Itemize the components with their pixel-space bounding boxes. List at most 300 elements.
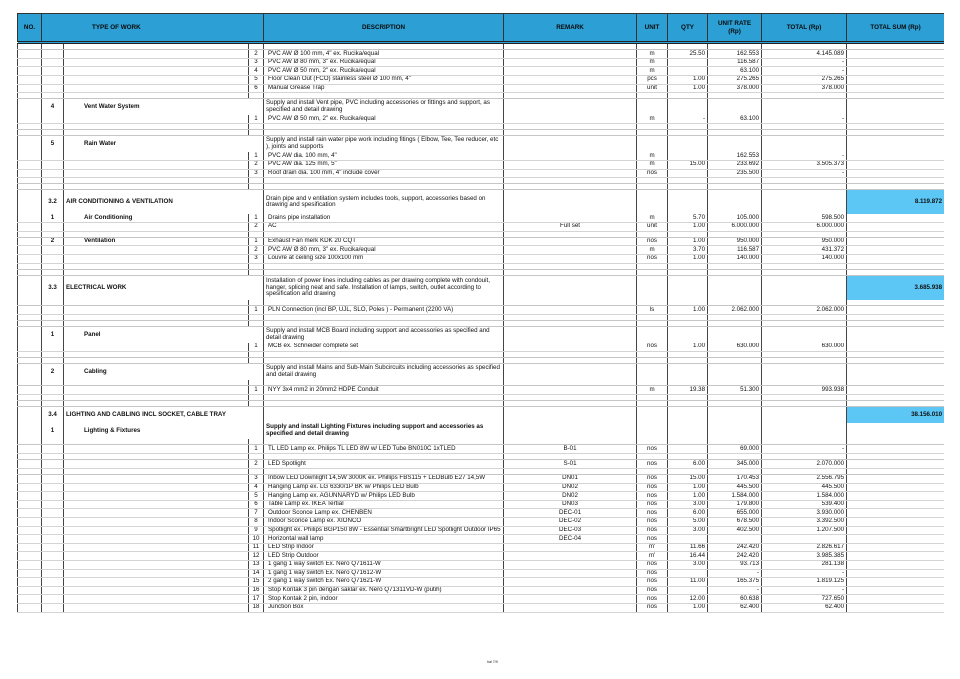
item-total: 1.819.125 bbox=[762, 578, 847, 587]
empty-cell bbox=[42, 223, 64, 232]
subsection-number: 4 bbox=[42, 99, 64, 116]
item-total: - bbox=[762, 67, 847, 76]
item-qty: 25.50 bbox=[668, 50, 708, 59]
item-number: 2 bbox=[249, 223, 264, 232]
empty-cell bbox=[18, 423, 42, 439]
item-unit-rate: 6.000.000 bbox=[708, 223, 762, 232]
subsection-number: 1 bbox=[42, 327, 64, 344]
item-number: 1 bbox=[249, 445, 264, 454]
item-remark bbox=[504, 255, 637, 264]
empty-cell bbox=[42, 445, 64, 454]
item-number: 16 bbox=[249, 586, 264, 595]
item-description: Drains pipe installation bbox=[264, 214, 504, 222]
empty-cell bbox=[64, 460, 249, 469]
item-unit: m bbox=[637, 50, 668, 59]
empty-cell bbox=[42, 246, 64, 255]
boq-table bbox=[17, 13, 944, 613]
item-qty: 15.00 bbox=[668, 475, 708, 484]
item-remark: B-01 bbox=[504, 445, 637, 454]
item-unit-rate: 179.800 bbox=[708, 500, 762, 509]
empty-cell bbox=[64, 343, 249, 351]
empty-cell bbox=[18, 543, 42, 552]
item-description: Spotlight ex. Philips BGP150 8W - Essential Smartbright LED Spotlight Outdoor IP65 bbox=[264, 526, 504, 535]
item-remark: DEC-01 bbox=[504, 509, 637, 518]
empty-cell bbox=[42, 603, 64, 612]
item-qty: 11.00 bbox=[668, 578, 708, 587]
item-unit: nos bbox=[637, 237, 668, 246]
item-remark: DN02 bbox=[504, 483, 637, 492]
item-total: 993.938 bbox=[762, 386, 847, 395]
item-qty: 11.66 bbox=[668, 543, 708, 552]
item-unit: unit bbox=[637, 84, 668, 93]
item-qty: 1.00 bbox=[668, 306, 708, 315]
item-unit: nos bbox=[637, 475, 668, 484]
item-description: Exhaust Fan merk KDK 20 CQT bbox=[264, 237, 504, 246]
empty-cell bbox=[18, 84, 42, 93]
empty-cell bbox=[42, 552, 64, 561]
item-qty bbox=[668, 445, 708, 454]
item-remark bbox=[504, 75, 637, 84]
item-remark bbox=[504, 67, 637, 76]
section-number: 3.4 bbox=[42, 407, 64, 424]
empty-cell bbox=[64, 306, 249, 315]
item-qty: - bbox=[668, 115, 708, 123]
empty-cell bbox=[847, 509, 944, 518]
item-row bbox=[18, 246, 945, 255]
subsection-number: 2 bbox=[42, 237, 64, 246]
item-remark: DN03 bbox=[504, 500, 637, 509]
empty-cell bbox=[762, 327, 847, 344]
empty-cell bbox=[637, 190, 668, 215]
empty-cell bbox=[847, 136, 944, 153]
empty-cell bbox=[64, 586, 249, 595]
item-description: LED Strip Outdoor bbox=[264, 552, 504, 561]
empty-cell bbox=[847, 578, 944, 587]
scope-description: Supply and install Lighting Fixtures including support and accessories as specified and detail drawing bbox=[264, 423, 504, 439]
empty-cell bbox=[42, 43, 64, 50]
item-total: 2.062.000 bbox=[762, 306, 847, 315]
empty-cell bbox=[18, 190, 42, 215]
item-remark bbox=[504, 552, 637, 561]
empty-cell bbox=[504, 327, 637, 344]
subsection-title: Cabling bbox=[64, 364, 264, 381]
empty-cell bbox=[847, 99, 944, 116]
empty-cell bbox=[64, 578, 249, 587]
empty-cell bbox=[64, 603, 249, 612]
item-number: 1 bbox=[249, 306, 264, 315]
item-unit-rate: 63.100 bbox=[708, 115, 762, 123]
empty-cell bbox=[762, 43, 847, 50]
empty-cell bbox=[708, 136, 762, 153]
empty-cell bbox=[64, 543, 249, 552]
empty-cell bbox=[637, 407, 668, 424]
empty-cell bbox=[18, 58, 42, 67]
item-unit: nos bbox=[637, 483, 668, 492]
item-row bbox=[18, 343, 945, 351]
item-row bbox=[18, 460, 945, 469]
item-description: Manual Grease Trap bbox=[264, 84, 504, 93]
subsection-row bbox=[18, 99, 945, 116]
empty-cell bbox=[18, 509, 42, 518]
item-row bbox=[18, 223, 945, 232]
empty-cell bbox=[42, 595, 64, 604]
item-total: 281.138 bbox=[762, 560, 847, 569]
empty-cell bbox=[18, 67, 42, 76]
col-type-of-work: TYPE OF WORK bbox=[42, 14, 264, 43]
item-qty: 3.70 bbox=[668, 246, 708, 255]
empty-cell bbox=[847, 214, 944, 222]
empty-cell bbox=[18, 306, 42, 315]
empty-cell bbox=[504, 276, 637, 301]
empty-cell bbox=[18, 475, 42, 484]
item-row bbox=[18, 500, 945, 509]
item-total: 6.000.000 bbox=[762, 223, 847, 232]
item-description: Junction Box bbox=[264, 603, 504, 612]
empty-cell bbox=[762, 136, 847, 153]
empty-cell bbox=[18, 276, 42, 301]
subsection-row bbox=[18, 423, 945, 439]
item-remark bbox=[504, 246, 637, 255]
item-number: 1 bbox=[249, 343, 264, 351]
item-unit-rate: - bbox=[708, 569, 762, 578]
section-title: LIGHTING AND CABLING INCL SOCKET, CABLE TRAY bbox=[64, 407, 264, 424]
empty-cell bbox=[504, 99, 637, 116]
item-unit: m bbox=[637, 214, 668, 222]
item-unit-rate: 378.000 bbox=[708, 84, 762, 93]
empty-cell bbox=[18, 136, 42, 153]
item-description: Hanging Lamp ex. LG 6330/1P BK w/ Philips LED Bulb bbox=[264, 483, 504, 492]
item-total: - bbox=[762, 115, 847, 123]
empty-cell bbox=[668, 423, 708, 439]
item-unit: m' bbox=[637, 552, 668, 561]
item-total: 140.000 bbox=[762, 255, 847, 264]
item-row bbox=[18, 67, 945, 76]
empty-cell bbox=[42, 483, 64, 492]
empty-cell bbox=[847, 50, 944, 59]
scope-description: Supply and install MCB Board including support and accessories as specified and detail drawing bbox=[264, 327, 504, 344]
item-row bbox=[18, 543, 945, 552]
item-total: 431.372 bbox=[762, 246, 847, 255]
item-row bbox=[18, 84, 945, 93]
item-qty: 5.70 bbox=[668, 214, 708, 222]
empty-cell bbox=[762, 99, 847, 116]
item-total: - bbox=[762, 152, 847, 160]
item-unit: m' bbox=[637, 543, 668, 552]
section-row bbox=[18, 276, 945, 301]
item-row bbox=[18, 483, 945, 492]
item-qty bbox=[668, 58, 708, 67]
empty-cell bbox=[18, 386, 42, 395]
item-remark: S-01 bbox=[504, 460, 637, 469]
empty-cell bbox=[18, 152, 42, 160]
item-qty: 1.00 bbox=[668, 343, 708, 351]
empty-cell bbox=[504, 407, 637, 424]
empty-cell bbox=[847, 306, 944, 315]
item-description: PVC AW Ø 80 mm, 3" ex. Rucika/equal bbox=[264, 58, 504, 67]
item-remark bbox=[504, 58, 637, 67]
item-description: PLN Connection (incl BP, UJL, SLO, Poles ) - Permanent (2200 VA) bbox=[264, 306, 504, 315]
item-number: 1 bbox=[249, 237, 264, 246]
empty-cell bbox=[847, 586, 944, 595]
empty-cell bbox=[64, 67, 249, 76]
empty-cell bbox=[847, 115, 944, 123]
empty-cell bbox=[847, 543, 944, 552]
empty-cell bbox=[708, 407, 762, 424]
section-total-sum: 38.156.010 bbox=[847, 407, 944, 424]
item-row bbox=[18, 386, 945, 395]
section-total-sum: 3.685.938 bbox=[847, 276, 944, 301]
scope-description: Supply and install rain water pipe work including fitings ( Elbow, Tee, Tee reducer, etc ), joints and supports bbox=[264, 136, 504, 153]
empty-cell bbox=[637, 364, 668, 381]
item-row bbox=[18, 569, 945, 578]
item-description: Inbow LED Downlight 14,5W 3000K ex. Phillips FBS115 + LEDBulb E27 14,5W bbox=[264, 475, 504, 484]
empty-cell bbox=[18, 483, 42, 492]
item-unit: m bbox=[637, 58, 668, 67]
empty-cell bbox=[847, 255, 944, 264]
empty-cell bbox=[504, 364, 637, 381]
item-unit: nos bbox=[637, 445, 668, 454]
section-row bbox=[18, 407, 945, 424]
subsection-number: 1 bbox=[42, 214, 64, 222]
empty-cell bbox=[847, 445, 944, 454]
empty-cell bbox=[847, 475, 944, 484]
item-unit: nos bbox=[637, 343, 668, 351]
item-qty: 1.00 bbox=[668, 483, 708, 492]
scope-description: Installation of power lines including cables as per drawing complete with condouit, hanger, splicing neat and safe. Installation of lamps, switch, outlet according to spesification and drawing bbox=[264, 276, 504, 301]
item-number: 1 bbox=[249, 214, 264, 222]
empty-cell bbox=[42, 460, 64, 469]
empty-cell bbox=[847, 569, 944, 578]
item-qty: 1.00 bbox=[668, 255, 708, 264]
item-remark bbox=[504, 160, 637, 169]
item-number: 1 bbox=[249, 152, 264, 160]
item-remark: Full set bbox=[504, 223, 637, 232]
empty-cell bbox=[847, 423, 944, 439]
item-unit-rate: 345.000 bbox=[708, 460, 762, 469]
boq-sheet bbox=[17, 13, 944, 665]
item-qty: 6.00 bbox=[668, 460, 708, 469]
item-unit-rate: 140.000 bbox=[708, 255, 762, 264]
empty-cell bbox=[847, 535, 944, 544]
empty-cell bbox=[637, 276, 668, 301]
empty-cell bbox=[504, 423, 637, 439]
item-number: 1 bbox=[249, 115, 264, 123]
item-row bbox=[18, 518, 945, 527]
item-description: Hanging Lamp ex. AGUNNARYD w/ Philips LED Bulb bbox=[264, 492, 504, 501]
item-description: NYY 3x4 mm2 in 20mm2 HDPE Conduit bbox=[264, 386, 504, 395]
subsection-title: Ventilation bbox=[64, 237, 249, 246]
empty-cell bbox=[64, 58, 249, 67]
empty-cell bbox=[708, 190, 762, 215]
empty-cell bbox=[847, 169, 944, 178]
item-row bbox=[18, 595, 945, 604]
empty-cell bbox=[42, 84, 64, 93]
empty-cell bbox=[18, 75, 42, 84]
item-unit-rate: 233.692 bbox=[708, 160, 762, 169]
item-unit-rate: 165.375 bbox=[708, 578, 762, 587]
item-remark bbox=[504, 115, 637, 123]
item-number: 10 bbox=[249, 535, 264, 544]
page-number: hal 7/9 bbox=[487, 660, 498, 664]
empty-cell bbox=[18, 343, 42, 351]
item-number: 5 bbox=[249, 75, 264, 84]
empty-cell bbox=[18, 364, 42, 381]
empty-cell bbox=[504, 43, 637, 50]
item-unit: nos bbox=[637, 518, 668, 527]
empty-cell bbox=[847, 223, 944, 232]
item-total: 3.930.000 bbox=[762, 509, 847, 518]
empty-cell bbox=[64, 483, 249, 492]
item-row bbox=[18, 115, 945, 123]
item-total: 275.265 bbox=[762, 75, 847, 84]
col-remark: REMARK bbox=[504, 14, 637, 43]
item-number: 2 bbox=[249, 160, 264, 169]
item-total: 1.584.000 bbox=[762, 492, 847, 501]
empty-cell bbox=[64, 509, 249, 518]
item-row bbox=[18, 255, 945, 264]
item-qty: 15.00 bbox=[668, 160, 708, 169]
empty-cell bbox=[42, 578, 64, 587]
subsection-row bbox=[18, 214, 945, 222]
item-number: 12 bbox=[249, 552, 264, 561]
item-unit: nos bbox=[637, 535, 668, 544]
item-unit-rate: 60.638 bbox=[708, 595, 762, 604]
item-qty: 3.00 bbox=[668, 560, 708, 569]
section-title: ELECTRICAL WORK bbox=[64, 276, 264, 301]
empty-cell bbox=[42, 75, 64, 84]
item-total: 539.400 bbox=[762, 500, 847, 509]
item-unit-rate: 445.500 bbox=[708, 483, 762, 492]
item-number: 2 bbox=[249, 246, 264, 255]
item-row bbox=[18, 160, 945, 169]
item-remark bbox=[504, 386, 637, 395]
item-description: Horizontal wall lamp bbox=[264, 535, 504, 544]
item-total: 727.650 bbox=[762, 595, 847, 604]
empty-cell bbox=[847, 343, 944, 351]
item-unit: unit bbox=[637, 223, 668, 232]
item-unit: m bbox=[637, 67, 668, 76]
empty-cell bbox=[64, 386, 249, 395]
empty-cell bbox=[64, 535, 249, 544]
item-unit: nos bbox=[637, 500, 668, 509]
item-total: 3.392.500 bbox=[762, 518, 847, 527]
item-unit-rate: 162.553 bbox=[708, 152, 762, 160]
empty-cell bbox=[64, 445, 249, 454]
item-unit-rate: 2.062.000 bbox=[708, 306, 762, 315]
item-number: 11 bbox=[249, 543, 264, 552]
empty-cell bbox=[42, 475, 64, 484]
section-number: 3.3 bbox=[42, 276, 64, 301]
empty-cell bbox=[708, 43, 762, 50]
empty-cell bbox=[64, 246, 249, 255]
empty-cell bbox=[42, 492, 64, 501]
item-qty: 1.00 bbox=[668, 75, 708, 84]
empty-cell bbox=[668, 99, 708, 116]
item-unit: m bbox=[637, 246, 668, 255]
item-qty: 1.00 bbox=[668, 237, 708, 246]
item-qty: 5.00 bbox=[668, 518, 708, 527]
item-description: PVC AW Ø 100 mm, 4" ex. Rucika/equal bbox=[264, 50, 504, 59]
item-remark: DEC-03 bbox=[504, 526, 637, 535]
empty-cell bbox=[18, 603, 42, 612]
item-unit: nos bbox=[637, 460, 668, 469]
empty-cell bbox=[18, 223, 42, 232]
empty-cell bbox=[42, 160, 64, 169]
item-unit-rate: 242.420 bbox=[708, 552, 762, 561]
item-description: 1 gang 1 way switch Ex. Nero Q71611-W bbox=[264, 560, 504, 569]
item-remark bbox=[504, 169, 637, 178]
item-qty bbox=[668, 535, 708, 544]
item-unit-rate: 275.265 bbox=[708, 75, 762, 84]
empty-cell bbox=[18, 160, 42, 169]
item-unit-rate: 116.587 bbox=[708, 246, 762, 255]
empty-cell bbox=[64, 492, 249, 501]
item-row bbox=[18, 50, 945, 59]
empty-cell bbox=[847, 560, 944, 569]
item-description: PVC AW dia. 100 mm, 4" bbox=[264, 152, 504, 160]
empty-cell bbox=[42, 50, 64, 59]
item-remark: DN01 bbox=[504, 475, 637, 484]
item-remark: DEC-02 bbox=[504, 518, 637, 527]
subsection-row bbox=[18, 327, 945, 344]
empty-cell bbox=[18, 500, 42, 509]
col-total-sum: TOTAL SUM (Rp) bbox=[847, 14, 944, 43]
item-total: 4.145.089 bbox=[762, 50, 847, 59]
empty-cell bbox=[18, 50, 42, 59]
item-row bbox=[18, 492, 945, 501]
item-unit-rate: 162.553 bbox=[708, 50, 762, 59]
item-unit-rate: 655.000 bbox=[708, 509, 762, 518]
item-total: 598.500 bbox=[762, 214, 847, 222]
item-remark bbox=[504, 84, 637, 93]
empty-cell bbox=[42, 169, 64, 178]
scope-description: Supply and install Vent pipe, PVC including accessories or fittings and support, as specified and detail drawing bbox=[264, 99, 504, 116]
item-unit: ls bbox=[637, 306, 668, 315]
empty-cell bbox=[637, 327, 668, 344]
item-unit: nos bbox=[637, 169, 668, 178]
item-qty: 12.00 bbox=[668, 595, 708, 604]
item-remark bbox=[504, 569, 637, 578]
item-description: Outdoor Sconce Lamp ex. CHENBEN bbox=[264, 509, 504, 518]
item-number: 14 bbox=[249, 569, 264, 578]
empty-cell bbox=[42, 67, 64, 76]
empty-cell bbox=[847, 552, 944, 561]
col-total: TOTAL (Rp) bbox=[762, 14, 847, 43]
empty-cell bbox=[668, 43, 708, 50]
subsection-number: 2 bbox=[42, 364, 64, 381]
empty-cell bbox=[42, 58, 64, 67]
item-unit-rate: 950.000 bbox=[708, 237, 762, 246]
empty-cell bbox=[18, 327, 42, 344]
empty-cell bbox=[847, 386, 944, 395]
item-remark bbox=[504, 50, 637, 59]
item-number: 18 bbox=[249, 603, 264, 612]
empty-cell bbox=[847, 327, 944, 344]
empty-cell bbox=[18, 492, 42, 501]
item-number: 7 bbox=[249, 509, 264, 518]
item-remark bbox=[504, 152, 637, 160]
item-row bbox=[18, 560, 945, 569]
empty-cell bbox=[504, 136, 637, 153]
empty-cell bbox=[847, 492, 944, 501]
item-unit-rate: 630.000 bbox=[708, 343, 762, 351]
item-total: - bbox=[762, 569, 847, 578]
item-description: 2 gang 1 way switch Ex. Nero Q71621-W bbox=[264, 578, 504, 587]
empty-cell bbox=[42, 518, 64, 527]
item-qty: 1.00 bbox=[668, 84, 708, 93]
item-qty bbox=[668, 67, 708, 76]
item-description: LED Spotlight bbox=[264, 460, 504, 469]
